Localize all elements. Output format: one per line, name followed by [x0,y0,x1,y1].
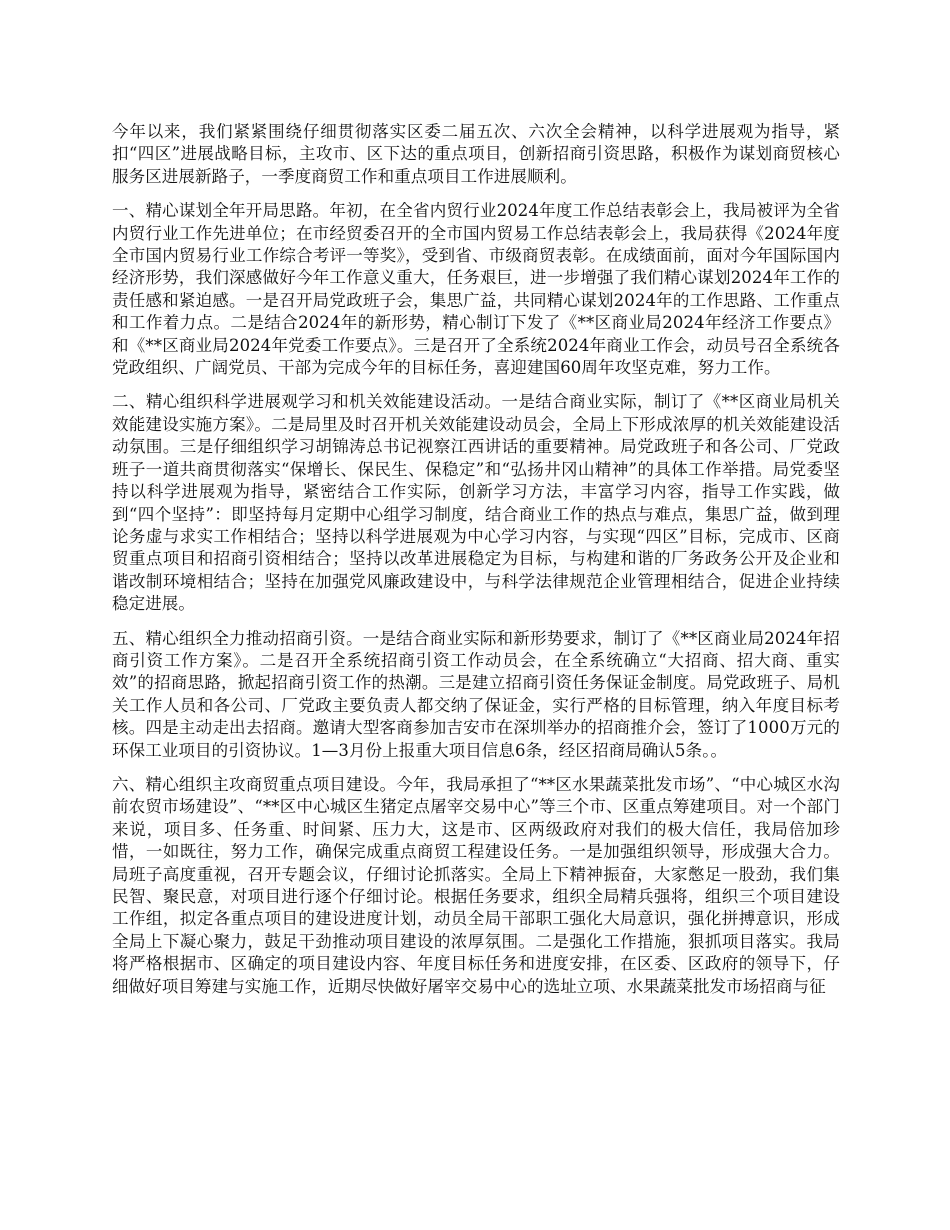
paragraph-section-1: 一、精心谋划全年开局思路。年初，在全省内贸行业2024年度工作总结表彰会上，我局被评为全省内贸行业工作先进单位；在市经贸委召开的全市国内贸易工作总结表彰会上，我局获得《2024年度全市国内贸易行业工作综合考评一等奖》，受到省、市级商贸表彰。在成绩面前，面对今年国际国内经济形势，我们深感做好今年工作意义重大，任务艰巨，进一步增强了我们精心谋划2024年工作的责任感和紧迫感。一是召开局党政班子会，集思广益，共同精心谋划2024年的工作思路、工作重点和工作着力点。二是结合2024年的新形势，精心制订下发了《**区商业局2024年经济工作要点》和《**区商业局2024年党委工作要点》。三是召开了全系统2024年商业工作会，动员号召全系统各党政组织、广阔党员、干部为完成今年的目标任务，喜迎建国60周年攻坚克难，努力工作。 [112,201,840,378]
paragraph-section-6: 六、精心组织主攻商贸重点项目建设。今年，我局承担了“**区水果蔬菜批发市场”、“中心城区水沟前农贸市场建设”、“**区中心城区生猪定点屠宰交易中心”等三个市、区重点筹建项目。对一个部门来说，项目多、任务重、时间紧、压力大，这是市、区两级政府对我们的极大信任，我局倍加珍惜，一如既往，努力工作，确保完成重点商贸工程建设任务。一是加强组织领导，形成强大合力。局班子高度重视，召开专题会议，仔细讨论抓落实。全局上下精神振奋，大家憋足一股劲，我们集民智、聚民意，对项目进行逐个仔细讨论。根据任务要求，组织全局精兵强将，组织三个项目建设工作组，拟定各重点项目的建设进度计划，动员全局干部职工强化大局意识，强化拼搏意识，形成全局上下凝心聚力，鼓足干劲推动项目建设的浓厚氛围。二是强化工作措施，狠抓项目落实。我局将严格根据市、区确定的项目建设内容、年度目标任务和进度安排，在区委、区政府的领导下，仔细做好项目筹建与实施工作，近期尽快做好屠宰交易中心的选址立项、水果蔬菜批发市场招商与征 [112,774,840,996]
paragraph-section-2: 二、精心组织科学进展观学习和机关效能建设活动。一是结合商业实际，制订了《**区商业局机关效能建设实施方案》。二是局里及时召开机关效能建设动员会，全局上下形成浓厚的机关效能建设活动氛围。三是仔细组织学习胡锦涛总书记视察江西讲话的重要精神。局党政班子和各公司、厂党政班子一道共商贯彻落实“保增长、保民生、保稳定”和“弘扬井冈山精神”的具体工作举措。局党委坚持以科学进展观为指导，紧密结合工作实际，创新学习方法，丰富学习内容，指导工作实践，做到“四个坚持”：即坚持每月定期中心组学习制度，结合商业工作的热点与难点，集思广益，做到理论务虚与求实工作相结合；坚持以科学进展观为中心学习内容，与实现“四区”目标，完成市、区商贸重点项目和招商引资相结合；坚持以改革进展稳定为目标，与构建和谐的厂务政务公开及企业和谐改制环境相结合；坚持在加强党风廉政建设中，与科学法律规范企业管理相结合，促进企业持续稳定进展。 [112,392,840,614]
paragraph-intro: 今年以来，我们紧紧围绕仔细贯彻落实区委二届五次、六次全会精神，以科学进展观为指导，紧扣“四区”进展战略目标，主攻市、区下达的重点项目，创新招商引资思路，积极作为谋划商贸核心服务区进展新路子，一季度商贸工作和重点项目工作进展顺利。 [112,122,840,186]
paragraph-section-5: 五、精心组织全力推动招商引资。一是结合商业实际和新形势要求，制订了《**区商业局2024年招商引资工作方案》。二是召开全系统招商引资工作动员会，在全系统确立“大招商、招大商、重实效”的招商思路，掀起招商引资工作的热潮。三是建立招商引资任务保证金制度。局党政班子、局机关工作人员和各公司、厂党政主要负责人都交纳了保证金，实行严格的目标管理，纳入年度目标考核。四是主动走出去招商。邀请大型客商参加吉安市在深圳举办的招商推介会，签订了1000万元的环保工业项目的引资协议。1—3月份上报重大项目信息6条，经区招商局确认5条。。 [112,628,840,760]
document-body [112,121,840,1010]
